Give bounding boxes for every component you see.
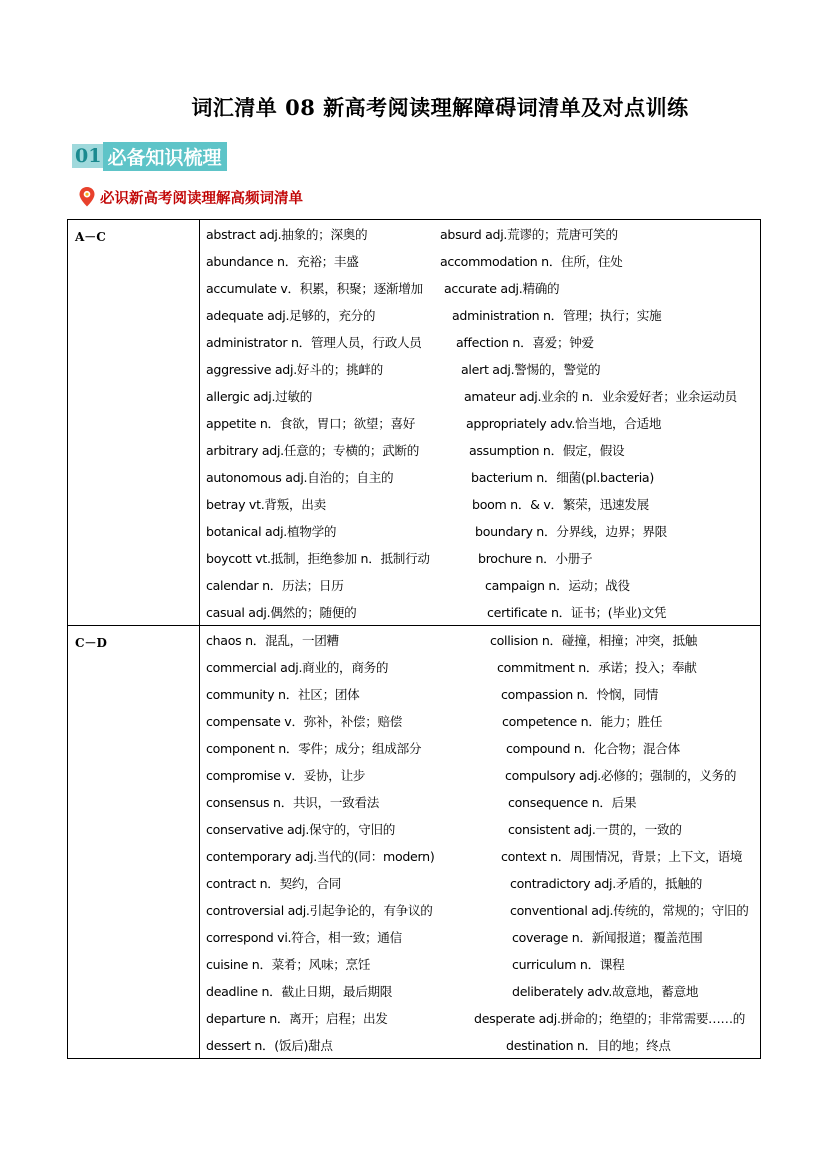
vocab-entry-right: alert adj.警惕的，警觉的 [461, 362, 601, 377]
list-item [206, 463, 755, 490]
vocab-entry-right: affection n．喜爱；钟爱 [456, 335, 594, 350]
list-item [206, 923, 755, 950]
vocab-entry-left: appetite n．食欲，胃口；欲望；喜好 [206, 416, 416, 431]
vocab-entry-left: allergic adj.过敏的 [206, 389, 313, 404]
page-title: 词汇清单 08 新高考阅读理解障碍词清单及对点训练 [191, 95, 689, 120]
vocab-entry-left: arbitrary adj.任意的；专横的；武断的 [206, 443, 420, 458]
vocab-entry-right: boundary n．分界线，边界；界限 [475, 524, 667, 539]
list-item [206, 1031, 755, 1058]
vocab-entry-left: dessert n．(饭后)甜点 [206, 1038, 333, 1053]
list-item [206, 517, 755, 544]
list-item [206, 761, 755, 788]
word-list [200, 220, 761, 626]
vocab-entry-right: brochure n．小册子 [478, 551, 593, 566]
list-item [206, 842, 755, 869]
vocab-entry-left: botanical adj.植物学的 [206, 524, 337, 539]
list-item [206, 274, 755, 301]
vocab-entry-left: community n．社区；团体 [206, 687, 360, 702]
list-item [206, 436, 755, 463]
vocab-entry-right: accurate adj.精确的 [444, 281, 560, 296]
vocab-entry-right: campaign n．运动；战役 [485, 578, 630, 593]
subheading-text: 必识新高考阅读理解高频词清单 [100, 190, 303, 207]
list-item [206, 869, 755, 896]
list-item [206, 409, 755, 436]
letter-range: A－C [68, 220, 200, 626]
list-item [206, 355, 755, 382]
vocab-entry-right: commitment n．承诺；投入；奉献 [497, 660, 697, 675]
list-item [206, 680, 755, 707]
list-item [206, 653, 755, 680]
location-pin-icon [78, 186, 96, 208]
vocab-entry-right: coverage n．新闻报道；覆盖范围 [512, 930, 703, 945]
vocab-entry-left: departure n．离开；启程；出发 [206, 1011, 388, 1026]
vocab-entry-left: controversial adj.引起争论的，有争议的 [206, 903, 433, 918]
vocab-entry-right: conventional adj.传统的，常规的；守旧的 [510, 903, 749, 918]
vocab-entry-left: cuisine n．菜肴；风味；烹饪 [206, 957, 371, 972]
vocab-entry-left: contemporary adj.当代的(同：modern) [206, 849, 435, 864]
vocab-entry-left: accumulate v．积累，积聚；逐渐增加 [206, 281, 423, 296]
vocab-entry-left: aggressive adj.好斗的；挑衅的 [206, 362, 383, 377]
vocab-entry-left: boycott vt.抵制，拒绝参加 n．抵制行动 [206, 551, 430, 566]
vocabulary-table [67, 219, 761, 1059]
list-item [206, 707, 755, 734]
vocab-entry-right: compound n．化合物；混合体 [506, 741, 680, 756]
vocab-entry-left: conservative adj.保守的，守旧的 [206, 822, 396, 837]
list-item [206, 734, 755, 761]
vocab-entry-right: collision n．碰撞，相撞；冲突，抵触 [490, 633, 698, 648]
section-label: 必备知识梳理 [103, 142, 227, 171]
vocab-entry-right: amateur adj.业余的 n．业余爱好者；业余运动员 [464, 389, 737, 404]
vocab-group-row [68, 220, 761, 626]
vocab-entry-right: certificate n．证书；(毕业)文凭 [487, 605, 667, 620]
vocab-entry-left: abstract adj.抽象的；深奥的 [206, 227, 368, 242]
vocab-entry-right: absurd adj.荒谬的；荒唐可笑的 [440, 227, 618, 242]
list-item [206, 544, 755, 571]
vocab-entry-right: competence n．能力；胜任 [502, 714, 663, 729]
list-item [206, 1004, 755, 1031]
vocab-entry-right: curriculum n．课程 [512, 957, 625, 972]
vocab-entry-left: adequate adj.足够的，充分的 [206, 308, 376, 323]
list-item [206, 301, 755, 328]
vocab-group-row [68, 626, 761, 1059]
vocab-entry-right: consistent adj.一贯的，一致的 [508, 822, 682, 837]
vocab-entry-left: autonomous adj.自治的；自主的 [206, 470, 394, 485]
vocab-entry-right: boom n．& v．繁荣，迅速发展 [472, 497, 649, 512]
list-item [206, 571, 755, 598]
vocab-entry-right: compassion n．怜悯，同情 [501, 687, 659, 702]
vocab-entry-left: administrator n．管理人员，行政人员 [206, 335, 422, 350]
vocab-entry-right: consequence n．后果 [508, 795, 637, 810]
section-number: 01 [72, 144, 103, 168]
letter-range: C－D [68, 626, 200, 1059]
vocab-entry-right: appropriately adv.恰当地，合适地 [466, 416, 662, 431]
vocab-entry-left: contract n．契约，合同 [206, 876, 342, 891]
list-item [206, 598, 755, 625]
list-item [206, 382, 755, 409]
list-item [206, 626, 755, 653]
vocab-entry-left: chaos n．混乱，一团糟 [206, 633, 339, 648]
vocab-entry-right: bacterium n．细菌(pl.bacteria) [471, 470, 654, 485]
vocab-entry-right: compulsory adj.必修的；强制的，义务的 [505, 768, 737, 783]
vocab-entry-right: administration n．管理；执行；实施 [452, 308, 662, 323]
vocab-entry-left: deadline n．截止日期，最后期限 [206, 984, 393, 999]
list-item [206, 328, 755, 355]
vocab-entry-right: accommodation n．住所，住处 [440, 254, 623, 269]
list-item [206, 950, 755, 977]
vocab-entry-left: compromise v．妥协，让步 [206, 768, 366, 783]
list-item [206, 977, 755, 1004]
section-heading [72, 141, 227, 171]
vocab-entry-right: context n．周围情况，背景；上下文，语境 [501, 849, 743, 864]
word-list [200, 626, 761, 1059]
vocab-entry-right: contradictory adj.矛盾的，抵触的 [510, 876, 703, 891]
vocab-entry-left: abundance n．充裕；丰盛 [206, 254, 359, 269]
subheading [78, 186, 303, 208]
list-item [206, 896, 755, 923]
list-item [206, 247, 755, 274]
vocab-entry-left: correspond vi.符合，相一致；通信 [206, 930, 402, 945]
vocab-entry-left: calendar n．历法；日历 [206, 578, 344, 593]
vocab-entry-right: assumption n．假定，假设 [469, 443, 625, 458]
list-item [206, 490, 755, 517]
list-item [206, 815, 755, 842]
vocab-entry-right: desperate adj.拼命的；绝望的；非常需要……的 [474, 1011, 746, 1026]
vocab-entry-left: commercial adj.商业的，商务的 [206, 660, 389, 675]
vocab-entry-left: compensate v．弥补，补偿；赔偿 [206, 714, 403, 729]
list-item [206, 220, 755, 247]
vocab-entry-left: betray vt.背叛，出卖 [206, 497, 326, 512]
vocab-entry-left: consensus n．共识，一致看法 [206, 795, 380, 810]
vocab-entry-left: casual adj.偶然的；随便的 [206, 605, 357, 620]
vocab-entry-right: destination n．目的地；终点 [506, 1038, 671, 1053]
list-item [206, 788, 755, 815]
vocab-entry-left: component n．零件；成分；组成部分 [206, 741, 422, 756]
vocab-entry-right: deliberately adv.故意地，蓄意地 [512, 984, 699, 999]
